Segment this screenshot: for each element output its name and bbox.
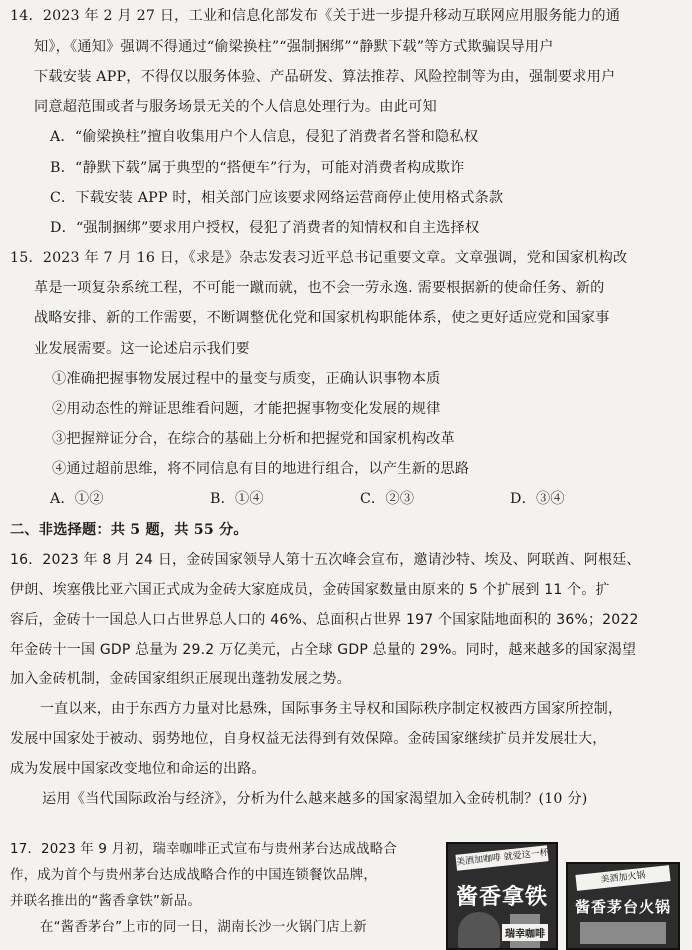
q17-line-2: 作，成为首个与贵州茅台达成战略合作的中国连锁餐饮品牌， [10, 868, 377, 883]
q15-stem-line-3: 战略安排、新的工作需要，不断调整优化党和国家机构职能体系，使之更好适应党和国家事 [34, 310, 610, 326]
q16-line-2: 伊朗、埃塞俄比亚六国正式成为金砖大家庭成员，金砖国家数量由原来的 5 个扩展到 11 个。扩 [10, 582, 610, 598]
q14-option-a: A．“偷梁换柱”擅自收集用户个人信息，侵犯了消费者名誉和隐私权 [50, 129, 479, 145]
q16-line-5: 加入金砖机制，金砖国家组织正展现出蓬勃发展之势。 [10, 671, 351, 687]
q15-item-2: ②用动态性的辩证思维看问题，才能把握事物变化发展的规律 [52, 401, 441, 417]
poster-1-tag: 瑞幸咖啡 [502, 924, 548, 941]
q15-stem-line-4: 业发展需要。这一论述启示我们要 [34, 341, 250, 357]
q16-para2-line-1: 一直以来，由于东西方力量对比悬殊，国际事务主导权和国际秩序制定权被西方国家所控制， [40, 701, 623, 717]
q15-stem-line-2: 革是一项复杂系统工程，不可能一蹴而就，也不会一劳永逸. 需要根据新的使命任务、新的 [34, 280, 605, 296]
q15-choice-b: B．①④ [210, 491, 264, 507]
q16-line-1: 16．2023 年 8 月 24 日，金砖国家领导人第十五次峰会宣布，邀请沙特、埃及、阿联酋、阿根廷、 [10, 552, 641, 568]
q14-stem-line-1: 14．2023 年 2 月 27 日，工业和信息化部发布《关于进一步提升移动互联网应用服务能力的通 [10, 8, 621, 24]
jiangxiang-latte-poster-image [446, 842, 558, 950]
q16-para2-line-3: 成为发展中国家改变地位和命运的出路。 [10, 761, 266, 777]
poster-2-banner: 美酒加火锅 [575, 865, 670, 891]
jiangxiang-hotpot-poster-image [566, 862, 680, 950]
q14-stem-line-3: 下载安装 APP，不得仅以服务体验、产品研发、算法推荐、风险控制等为由，强制要求用户 [34, 69, 616, 85]
q16-para2-line-2: 发展中国家处于被动、弱势地位，自身权益无法得到有效保障。金砖国家继续扩员并发展壮大， [10, 731, 607, 747]
q15-item-1: ①准确把握事物发展过程中的量变与质变，正确认识事物本质 [52, 371, 441, 387]
q15-stem-line-1: 15．2023 年 7 月 16 日，《求是》杂志发表习近平总书记重要文章。文章强调，党和国家机构改 [10, 250, 628, 266]
q17-line-3: 并联名推出的“酱香拿铁”新品。 [10, 894, 201, 909]
poster-2-photo [580, 922, 666, 944]
poster-1-figure [458, 912, 500, 950]
poster-2-title: 酱香茅台火锅 [574, 898, 671, 916]
q16-question: 运用《当代国际政治与经济》，分析为什么越来越多的国家渴望加入金砖机制？(10 分) [42, 791, 588, 807]
q15-choice-c: C．②③ [360, 491, 415, 507]
q14-option-b: B．“静默下载”属于典型的“搭便车”行为，可能对消费者构成欺诈 [50, 160, 465, 176]
q14-option-c: C．下载安装 APP 时，相关部门应该要求网络运营商停止使用格式条款 [50, 190, 504, 206]
section-2-heading: 二、非选择题：共 5 题，共 55 分。 [10, 522, 248, 538]
poster-1-title: 酱香拿铁 [455, 885, 548, 910]
q15-item-3: ③把握辩证分合，在综合的基础上分析和把握党和国家机构改革 [52, 431, 455, 447]
poster-1-banner: 美酒加咖啡 就爱这一杯 [455, 845, 548, 871]
q16-line-3: 容后，金砖十一国总人口占世界总人口的 46%、总面积占世界 197 个国家陆地面积的 36%；2022 [10, 612, 639, 628]
q14-stem-line-2: 知》，《通知》强调不得通过“偷梁换柱”“强制捆绑”“静默下载”等方式欺骗误导用户 [34, 39, 554, 55]
q14-stem-line-4: 同意超范围或者与服务场景无关的个人信息处理行为。由此可知 [34, 99, 437, 115]
q17-para2-line-1: 在“酱香茅台”上市的同一日，湖南长沙一火锅门店上新 [40, 920, 367, 935]
q15-item-4: ④通过超前思维，将不同信息有目的地进行组合，以产生新的思路 [52, 461, 470, 477]
q16-line-4: 年金砖十一国 GDP 总量为 29.2 万亿美元，占全球 GDP 总量的 29%。同时，越来越多的国家渴望 [10, 642, 637, 658]
q15-choice-a: A．①② [50, 491, 104, 507]
q15-choice-d: D．③④ [510, 491, 565, 507]
q17-line-1: 17．2023 年 9 月初，瑞幸咖啡正式宣布与贵州茅台达成战略合 [10, 842, 397, 857]
q14-option-d: D．“强制捆绑”要求用户授权，侵犯了消费者的知情权和自主选择权 [50, 220, 480, 236]
